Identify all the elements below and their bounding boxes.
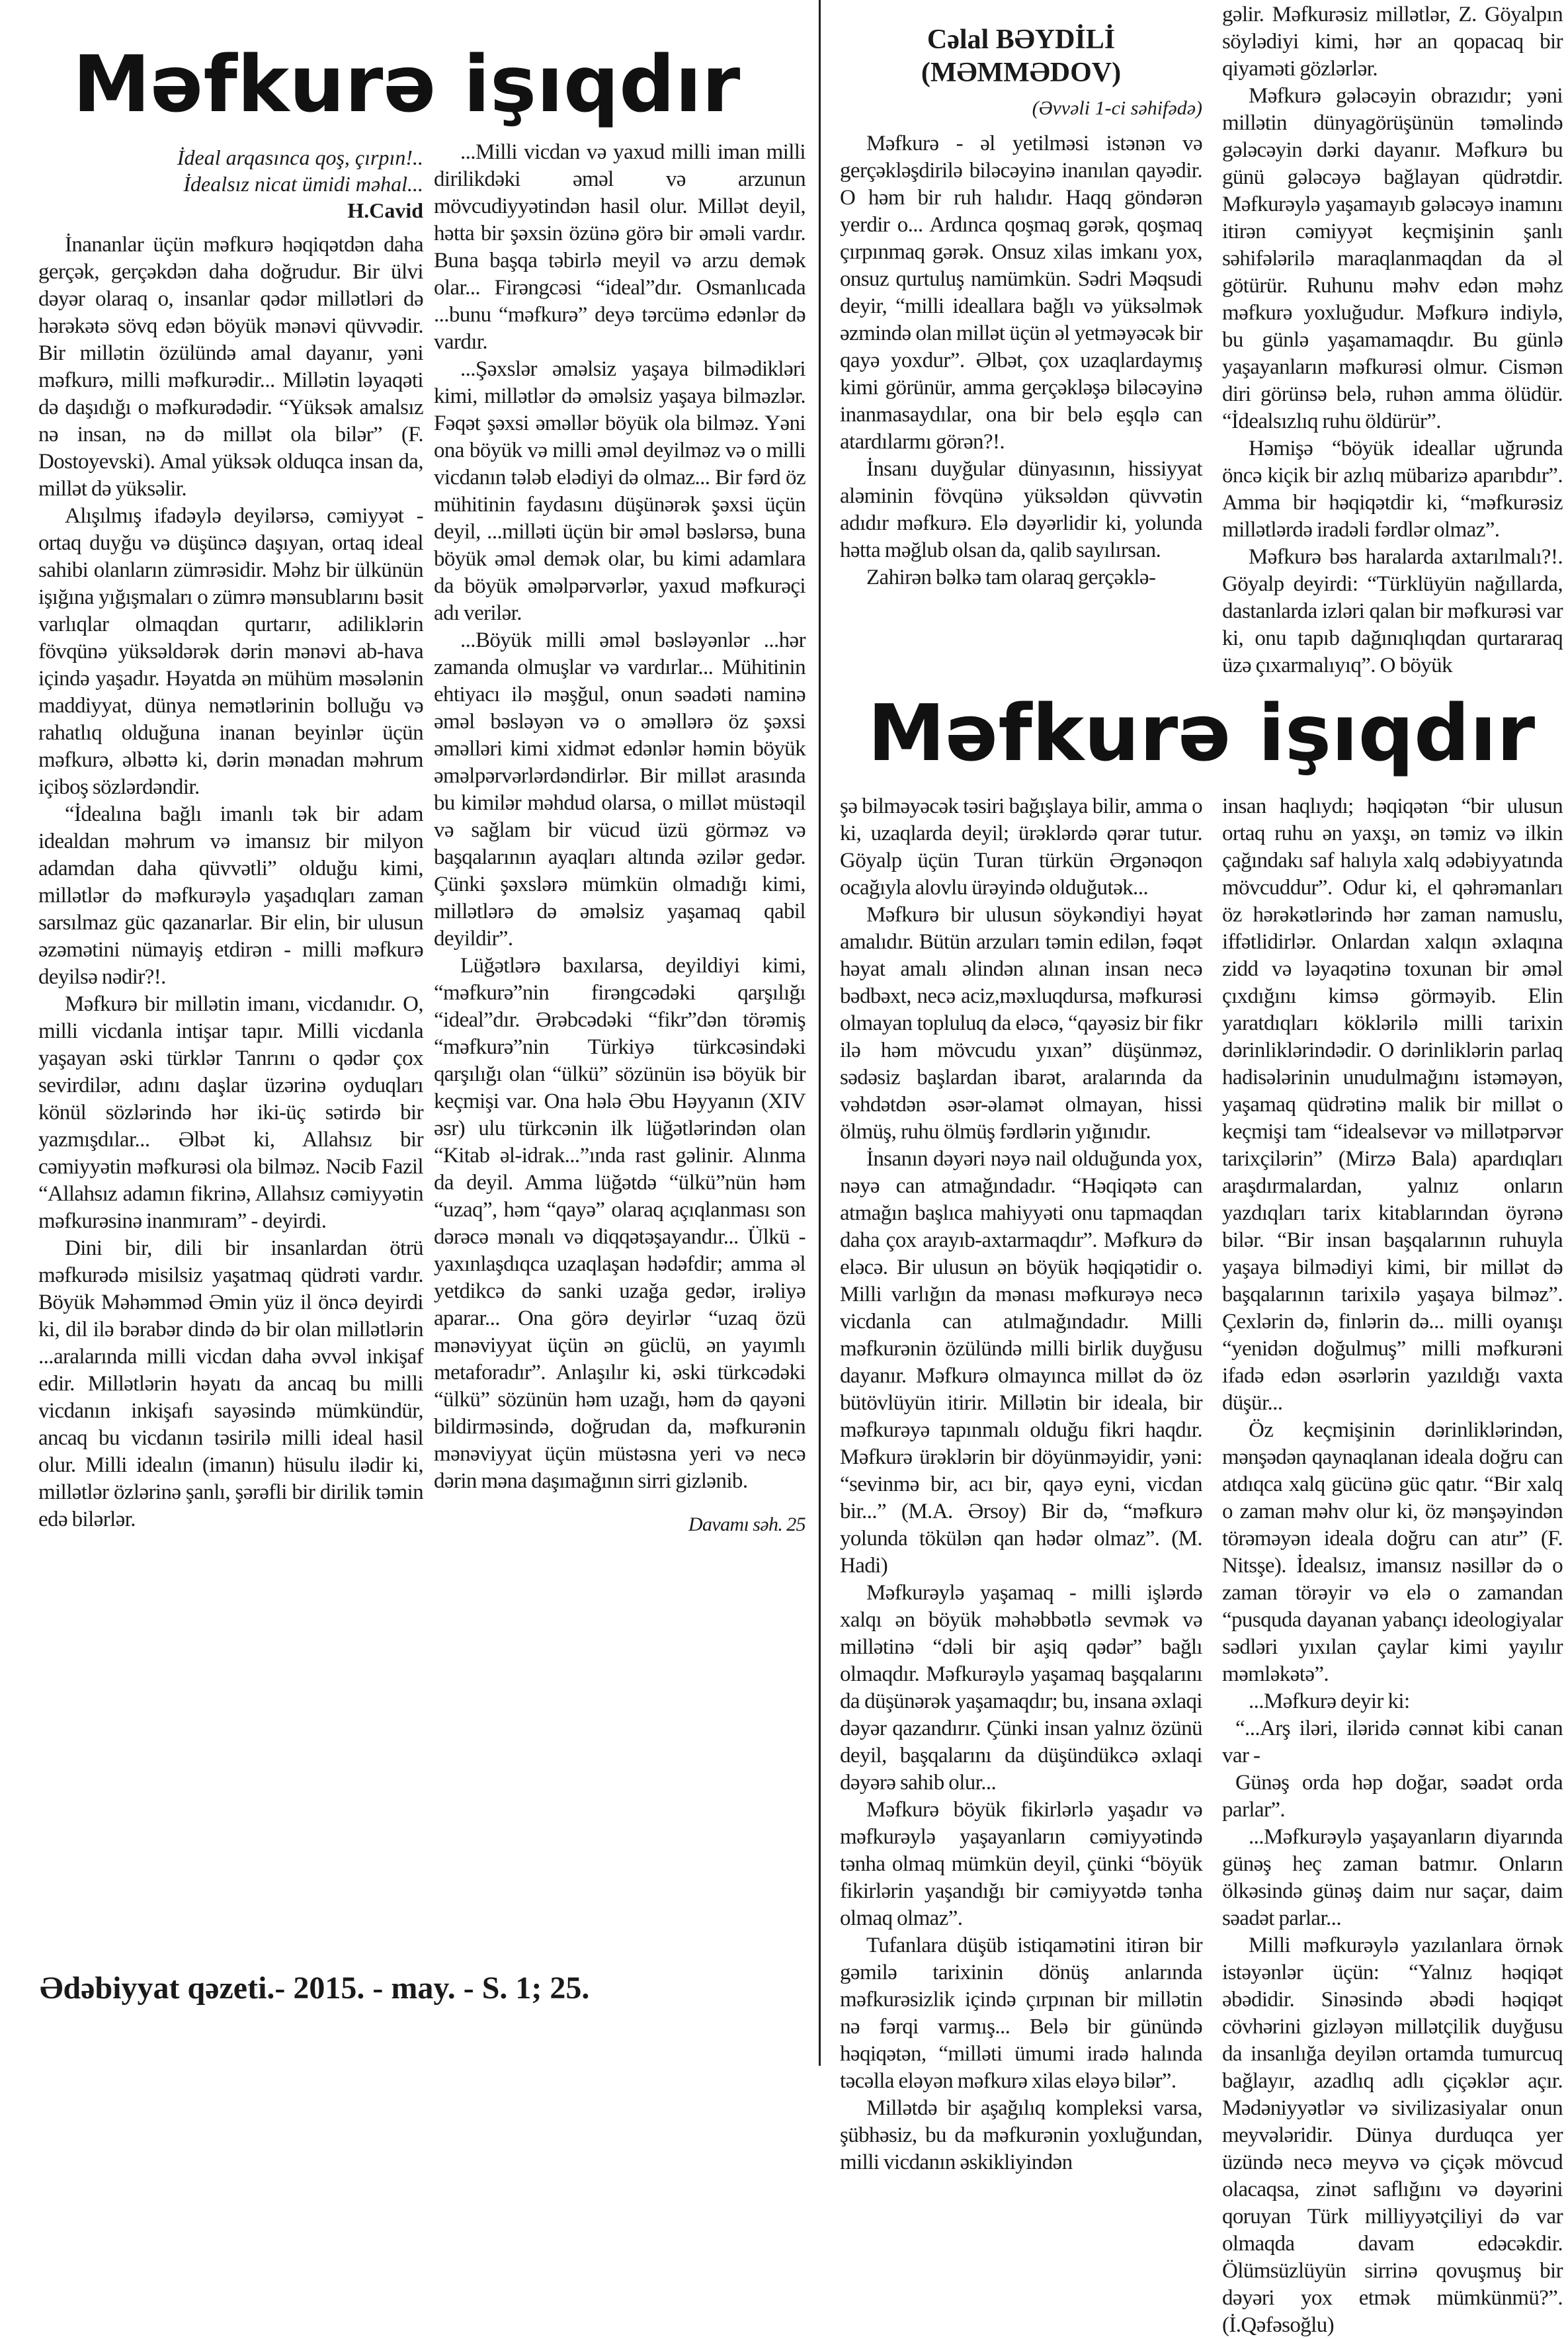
paragraph: Məfkurə böyük fikirlərlə yaşadır və məfkurəylə yaşayanların cəmiyyətində tənha olmaq mümkün deyil, çünki “böyük fikirlərin yaşandığı bir cəmiyyətdə tənha olmaq olmaz”. (840, 1797, 1202, 1930)
paragraph: Məfkurə bir millətin imanı, vicdanıdır. O, milli vicdanla intişar tapır. Milli vicdanla yaşayan əski türklər Tanrını o qədər çox sevirdilər, adını daşlar üzərinə oyduqları könül sözlərində hər iki-üç sətirdə bir yazmışdılar... Əlbət ki, Allahsız bir cəmiyyətin məfkurəsi ola bilməz. Nəcib Fazil “Allahsız adamın fikrinə, Allahsız cəmiyyətin məfkurəsinə inanmıram” - deyirdi. (38, 992, 423, 1233)
paragraph: Lüğətlərə baxılarsa, deyildiyi kimi, “məfkurə”nin firəngcədəki qarşılığı “ideal”dır. Ərəbcədəki “fikr”dən törəmiş “məfkurə”nin Türkiyə türkcəsindəki qarşılığı olan “ülkü” sözünün isə böyük bir keçmişi var. Ona hələ Əbu Həyyanın (XIV əsr) ulu türkcənin ilk lüğətlərindən olan “Kitab əl-idrak...”ında rast gəlinir. Alınma da deyil. Amma lüğətdə “ülkü”nün həm “uzaq”, həm “qayə” olaraq açıqlanması son dərəcə mənalı və diqqətəşayandır... Ülkü - yaxınlaşdıqca uzaqlaşan hədəfdir; amma əl yetdikcə də sanki uzağa gedər, irəliyə aparar... Ona görə deyirlər “uzaq özü mənəviyyat üçün ən güclü, ən yayımlı metaforadır”. Anlaşılır ki, əski türkcədəki “ülkü” sözünün həm uzağı, həm də qayəni bildirməsində, doğrudan da, məfkurənin mənəviyyat üçün müstəsna yeri və necə dərin məna daşımağının sirri gizlənib. (434, 954, 805, 1493)
paragraph: Məfkurə bir ulusun söykəndiyi həyat amalıdır. Bütün arzuları təmin edilən, fəqət həyat amalı əlindən alınan insan necə bədbəxt, necə aciz,məxluqdursa, məfkurəsi olmayan topluluq da eləcə, “qayəsiz bir fikr ilə həm mövcudu yıxan” düşünməz, sədəsiz başlardan ibarət, aralarında da vəhdətdən əsər-əlamət olmayan, hissi ölmüş, ruhu ölmüş fərdlərin yığınıdır. (840, 902, 1202, 1144)
paragraph: İnsanın dəyəri nəyə nail olduğunda yox, nəyə can atmağındadır. “Həqiqətə can atmağın başlıca mahiyyəti onu tapmaqdan daha çox arayıb-axtarmaqdır”. Məfkurə də eləcə. Bir ulusun ən böyük həqiqətidir o. Milli varlığın da mənası məfkurəyə necə vicdanla can atılmağındadır. Milli məfkurənin özülündə milli birlik duyğusu dayanır. Məfkurə olmayınca millət də öz bütövlüyün itirir. Millətin bir ideala, bir məfkurəyə tapınmalı olduğu fikri haqdır. Məfkurə ürəklərin bir döyünməyidir, yəni: “sevinmə bir, acı bir, qayə eyni, vicdan bir...” (M.A. Ərsoy) Bir də, “məfkurə yolunda tökülən qan hədər olmaz”. (M. Hadi) (840, 1146, 1202, 1578)
right-column-5 (840, 793, 1202, 2176)
paragraph: “İdealına bağlı imanlı tək bir adam idealdan məhrum və imansız bir milyon adamdan daha qüvvətli” olduğu kimi, millətlər də məfkurəylə yaşadıqları zaman sarsılmaz güc qazanarlar. Bir elin, bir ulusun əzəmətini nümayiş etdirən - milli məfkurə deyilsə nədir?!. (38, 802, 423, 989)
left-column-2 (434, 139, 805, 1538)
author-byline (840, 23, 1202, 89)
author-maiden-name: (MƏMMƏDOV) (921, 58, 1122, 88)
left-article-title: Məfkurə işıqdır (73, 38, 741, 130)
right-article-title: Məfkurə işıqdır (867, 687, 1536, 779)
poem-line: Günəş orda həp doğar, səadət orda parlar”. (1222, 1770, 1563, 1822)
epigraph (132, 144, 423, 224)
paragraph: Dini bir, dili bir insanlardan ötrü məfkurədə misilsiz yaşatmaq qüdrəti vardır. Böyük Məhəmməd Əmin yüz il öncə deyirdi ki, dil ilə bərabər dində də bir olan millətlərin ...aralarında milli vicdan daha əvvəl inkişaf edir. Millətlərin həyatı da ancaq bu milli vicdanın inkişafı sayəsində mümkündür, ancaq bu vicdanın təsirilə milli ideal hasil olur. Milli idealın (imanın) hüsulu ilədir ki, millətlər özlərinə şanlı, şərəfli bir dirilik təmin edə bilərlər. (38, 1236, 423, 1531)
right-column-4 (1222, 1, 1563, 679)
paragraph: Tufanlara düşüb istiqamətini itirən bir gəmilə tarixinin dönüş anlarında məfkurəsizlik içində çırpınan bir millətin nə fərqi varmış... Belə bir günündə həqiqətən, “milləti ümumi iradə halında təcəlla eləyən məfkurə xilas eləyə bilər”. (840, 1933, 1202, 2093)
epigraph-author: H.Cavid (347, 198, 423, 222)
paragraph: Zahirən bəlkə tam olaraq gerçəklə- (866, 566, 1156, 589)
paragraph: Öz keçmişinin dərinliklərindən, mənşədən qaynaqlanan ideala doğru can atdıqca xalq gücünə güc qatır. “Bir xalq o zaman məhv olur ki, öz mənşəyindən törəməyən ideala doğru can atır” (F. Nitsşe). İdealsız, imansız nəsillər də o zaman törəyir və elə o zamandan “pusquda dayanan yabançı ideologiyalar sədləri yıxılan çaylar kimi yayılır məmləkətə”. (1222, 1418, 1563, 1686)
right-upper-left (840, 0, 1202, 591)
paragraph: Millətdə bir aşağılıq kompleksi varsa, şübhəsiz, bu da məfkurənin yoxluğundan, milli vicdanın əskikliyindən (840, 2096, 1202, 2174)
right-upper-columns (840, 0, 1563, 679)
author-name: Cəlal BƏYDİLİ (927, 24, 1116, 55)
epigraph-line: İdealsız nicat ümidi məhal... (183, 172, 423, 196)
paragraph: Məfkurə gələcəyin obrazıdır; yəni millətin dünyagörüşünün təməlində gələcəyin dərki dayanır. Məfkurə bu günü gələcəyə bağlayan qüdrətdir. Məfkurəylə yaşamayıb gələcəyə inamını itirən cəmiyyət keçmişinin şanlı səhifələrilə maraqlanmaqdan da əl götürür. Ruhunu məhv edən məhz məfkurə yoxluğudur. Məfkurə indiylə, bu günlə yaşamamaqdır. Bu günlə yaşayanların məfkurəsi olmur. Cismən diri görünsə belə, ruhən amma ölüdür. “İdealsızlıq ruhu öldürür”. (1222, 84, 1563, 433)
paragraph: Milli məfkurəylə yazılanlara örnək istəyənlər üçün: “Yalnız həqiqət əbədidir. Sinəsində əbədi həqiqət cövhərini gizləyən millətçilik duyğusu da insanlığa deyilən ortamda tumurcuq bağlayır, azadlıq adlı çiçəklər açır. Mədəniyyətlər və sivilizasiyalar onun meyvələridir. Dünya durduqca yer üzündə necə meyvə və çiçək mövcud olacaqsa, zinət saflığını və dəyərini qoruyan Türk milliyyətçiliyi də var olmaqda davam edəcəkdir. Ölümsüzlüyün sirrinə qovuşmuş bir dəyəri yox etmək mümkünmü?”. (İ.Qəfəsoğlu) (1222, 1933, 1563, 2337)
paragraph: İnananlar üçün məfkurə həqiqətdən daha gerçək, gerçəkdən daha doğrudur. Bir ülvi dəyər olaraq o, insanlar qədər millətləri də hərəkətə sövq edən böyük mənəvi qüvvədir. Bir millətin özülündə amal dayanır, yəni məfkurə, milli məfkurədir... Millətin ləyaqəti də daşıdığı o məfkurədədir. “Yüksək amalsız nə insan, nə də millət ola bilər” (F. Dostoyevski). Amal yüksək olduqca insan da, millət də yüksəlir. (38, 233, 423, 501)
paragraph: ...Şəxslər əməlsiz yaşaya bilmədikləri kimi, millətlər də əməlsiz yaşaya bilməzlər. Fəqət şəxsi əməllər böyük ola bilməz. Yəni ona böyük və milli əməl deyilməz və o milli vicdanın tələb elədiyi də olmaz... Bir fərd öz mühitinin faydasını düşünərək şəxsi üçün deyil, ...milləti üçün bir əməl bəslərsə, buna böyük əməl demək olar, bu kimi adamlara da böyük əməlpərvərlər, yaxud məfkurəçi adı verilər. (434, 357, 805, 625)
paragraph: Məfkurə - əl yetilməsi istənən və gerçəkləşdirilə biləcəyinə inanılan qayədir. O həm bir ruh halıdır. Haqq göndərən yerdir o... Ardınca qoşmaq gərək, qoşmaq çırpınmaq gərək. Onsuz xilas imkanı yox, onsuz qurtuluş namümkün. Sədri Məqsudi deyir, “milli ideallara bağlı və yüksəlmək əzmində olan millət üçün əl yetməyəcək bir qayə yoxdur”. Əlbət, çox uzaqlardaymış kimi görünür, amma gerçəkləşə biləcəyinə inanmasaydılar, ona bir belə eşqlə can atardılarmı görən?!. (840, 132, 1202, 454)
epigraph-line: İdeal arqasınca qoş, çırpın!.. (177, 146, 423, 169)
poem-line: “...Arş iləri, iləridə cənnət kibi canan var - (1222, 1716, 1563, 1767)
paragraph: insan haqlıydı; həqiqətən “bir ulusun ortaq ruhu ən yaxşı, ən təmiz və ilkin çağındakı saf halıyla xalq ədəbiyyatında mövcuddur”. Odur ki, el qəhrəmanları öz hərəkətlərində hər zaman namuslu, iffətlidirlər. Onlardan xalqın əxlaqına zidd və ləyaqətinə toxunan bir əməl çıxdığını kimsə görməyib. Elin yaratdıqları köklərilə milli tarixin dərinliklərindədir. O dərinliklərin parlaq hadisələrinin unudulmağını istəməyən, yaşamaq qüdrətinə malik bir millət o keçmişi tam “idealsevər və millətpərvər tarixçilərin” (Mirzə Bala) apardıqları araşdırmalardan, yalnız onların yazdıqları tarix kitablarından öyrənə bilər. “Bir insan başqalarının ruhuyla yaşaya bilmədiyi kimi, bir millət də başqalarının tarixilə yaşaya bilməz”. Çexlərin də, finlərin də... milli oyanışı “yenidən doğulmuş” milli məfkurəni ifadə edən əsərlərin yazıldığı vaxta düşür... (1222, 794, 1563, 1415)
right-column-6 (1222, 793, 1563, 2339)
paragraph: Həmişə “böyük ideallar uğrunda öncə kiçik bir azlıq mübarizə aparıbdır”. Amma bir həqiqətdir ki, “məfkurəsiz millətlərdə iradəli fərdlər olmaz”. (1222, 437, 1563, 542)
paragraph: gəlir. Məfkurəsiz millətlər, Z. Göyalpın söylədiyi kimi, hər an qopacaq bir qiyaməti gözlərlər. (1222, 3, 1563, 81)
right-article (840, 0, 1563, 2339)
paragraph: ...Böyük milli əməl bəsləyənlər ...hər zamanda olmuşlar və vardırlar... Mühitinin ehtiyacı ilə məşğul, onun səadəti naminə əməl bəsləyən və o əməllərə öz şəxsi əməlləri kimi xidmət edənlər həmin böyük əməlpərvərlərdəndirlər. Bir millət arasında bu kimilər məhdud olarsa, o millət müstəqil və sağlam bir vücud üzü görməz və başqalarının ayaqları altında əzilər gedər. Çünki şəxslərə mümkün olmadığı kimi, millətlərə də əməlsiz yaşamaq qabil deyildir”. (434, 628, 805, 951)
paragraph: Məfkurə bəs haralarda axtarılmalı?!. Göyalp deyirdi: “Türklüyün nağıllarda, dastanlarda izləri qalan bir məfkurəsi var ki, onu tapıb dağınıqlıqdan qurtararaq üzə çıxarmalıyıq”. O böyük (1222, 545, 1563, 677)
paragraph: ...Məfkurə deyir ki: (1249, 1689, 1410, 1713)
paragraph: İnsanı duyğular dünyasının, hissiyyat aləminin fövqünə yüksəldən qüvvətin adıdır məfkurə. Elə dəyərlidir ki, yolunda hətta məğlub olsan da, qalib sayılırsan. (840, 457, 1202, 562)
continued-from-note: (Əvvəli 1-ci səhifədə) (1032, 97, 1202, 119)
paragraph: ...Məfkurəylə yaşayanların diyarında günəş heç zaman batmır. Onların ölkəsində günəş daim nur saçar, daim səadət parlar... (1222, 1824, 1563, 1930)
left-column-1 (38, 232, 423, 1533)
right-lower-columns (840, 793, 1563, 2339)
paragraph: şə bilməyəcək təsiri bağışlaya bilir, amma o ki, uzaqlarda deyil; ürəklərdə qərar tutur. Göyalp üçün Turan türkün Ərgənəqon ocağıyla alovlu ürəyində olduğutək... (840, 794, 1202, 900)
right-column-3 (840, 130, 1202, 591)
paragraph: Alışılmış ifadəylə deyilərsə, cəmiyyət - ortaq duyğu və düşüncə daşıyan, ortaq ideal sahibi olanların zümrəsidir. Məhz bir ülkünün işığına yığışmaları o zümrə mənsublarını bəsit varlıqlar olmaqdan qurtarır, adiliklərin fövqünə yüksəldərək dərin mənəvi ab-hava içində yaşadır. Həyatda ən mühüm məsələnin maddiyyat, dünya nemətlərinin bolluğu və rahatlıq olduğuna inanan beyinlər üçün məfkurə, əlbəttə ki, dərin mənadan məhrum içiboş sözlərdəndir. (38, 504, 423, 799)
continued-note: Davamı səh. 25 (688, 1513, 805, 1535)
paragraph: ...Milli vicdan və yaxud milli iman milli dirilikdəki əməl və arzunun mövcudiyyətindən hasil olur. Millət deyil, hətta bir şəxsin özünə görə bir əməli vardır. Buna başqa təbirlə meyil və arzu demək olar... Firəngcəsi “ideal”dır. Osmanlıcada ...bunu “məfkurə” deyə tərcümə edənlər də vardır. (434, 140, 805, 354)
citation-footer: Ədəbiyyat qəzeti.- 2015. - may. - S. 1; 25. (40, 1971, 590, 2006)
column-divider (819, 0, 821, 2066)
paragraph: Məfkurəylə yaşamaq - milli işlərdə xalqı ən böyük məhəbbətlə sevmək və millətinə “dəli bir aşiq qədər” bağlı olmaqdır. Məfkurəylə yaşamaq başqalarını da düşünərək yaşamaqdır; bu, insana əxlaqi dəyər qazandırır. Çünki insan yalnız özünü deyil, başqalarını da düşündükcə əxlaqi dəyərə sahib olur... (840, 1580, 1202, 1795)
